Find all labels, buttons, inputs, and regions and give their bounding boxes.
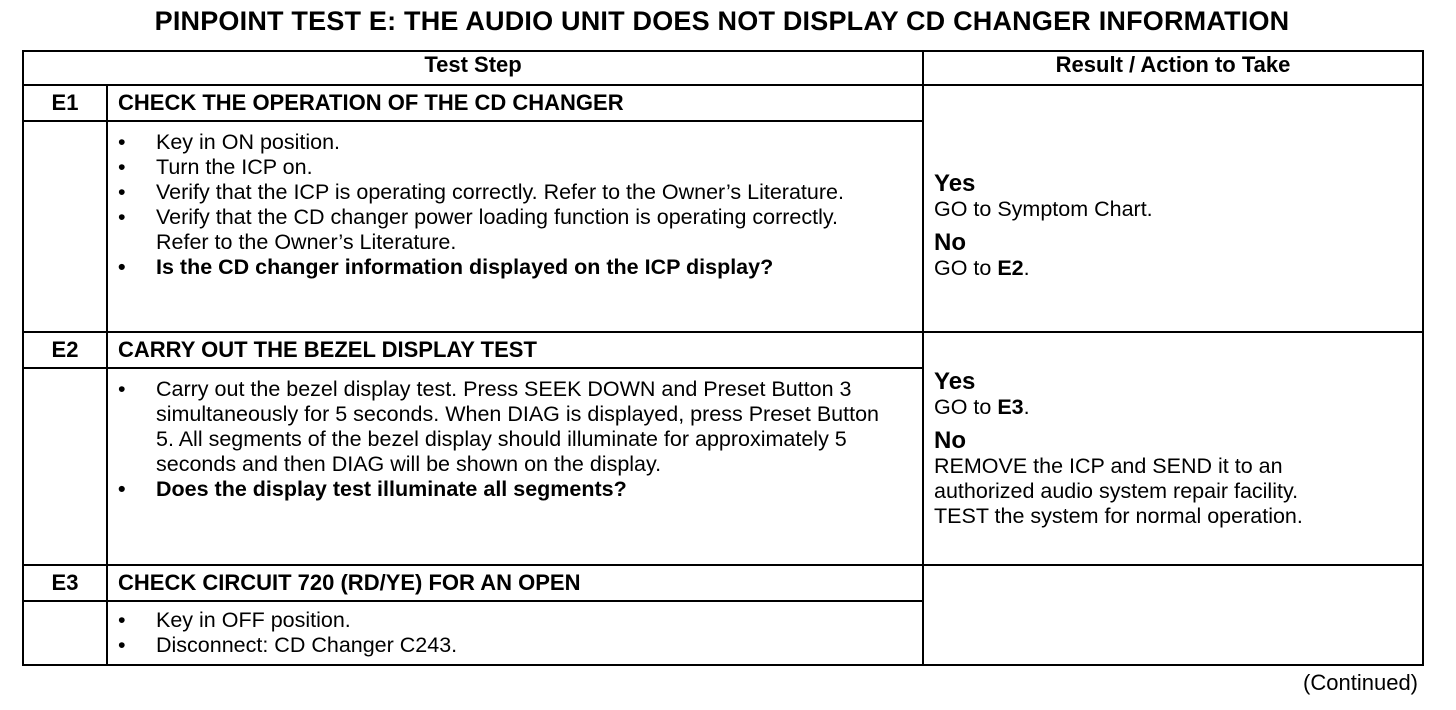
yes-action-e1: GO to Symptom Chart. [934,196,1153,221]
result-cell-e3 [923,565,1423,665]
step-body-e1 [107,121,923,332]
step-e3-heading-row [23,565,1423,601]
question-e2: • Does the display test illuminate all segments? [156,477,912,502]
continued-note: (Continued) [1303,670,1418,695]
pinpoint-test-table [22,50,1424,666]
header-test-step: Test Step [23,51,923,85]
bullet-item: • Verify that the CD changer power loading function is operating correctly. Refer to the Owner’s Literature. [156,205,871,255]
step-heading-e3: CHECK CIRCUIT 720 (RD/YE) FOR AN OPEN [107,565,923,601]
no-action-e2-line2: authorized audio system repair facility. [934,479,1299,503]
bullet-item: • Key in OFF position. [156,608,912,633]
bullet-item: • Verify that the ICP is operating correctly. Refer to the Owner’s Literature. [156,180,871,205]
step-id-e3: E3 [23,565,107,601]
header-result-action: Result / Action to Take [923,51,1423,85]
no-action-e2-line1: REMOVE the ICP and SEND it to an [934,454,1283,478]
page-title: PINPOINT TEST E: THE AUDIO UNIT DOES NOT DISPLAY CD CHANGER INFORMATION [154,6,1290,36]
step-body-e2 [107,368,923,565]
no-label-e2: No [934,427,967,454]
bullet-item: • Turn the ICP on. [156,155,912,180]
table-header-row [23,51,1423,85]
bullet-list-e1 [108,122,922,286]
step-body-e3 [107,601,923,665]
bullet-list-e3 [108,602,922,664]
bullet-item: • Key in ON position. [156,130,912,155]
no-action-e2-line3: TEST the system for normal operation. [934,504,1303,528]
question-e1: • Is the CD changer information displayed on the ICP display? [156,255,796,280]
yes-label-e2: Yes [934,368,976,395]
step-id-e2: E2 [23,332,107,368]
step-heading-e2: CARRY OUT THE BEZEL DISPLAY TEST [107,332,923,368]
step-e1-heading-row [23,85,1423,121]
yes-action-e2: GO to E3. [934,395,1030,419]
bullet-list-e2 [108,369,922,508]
no-label-e1: No [934,228,967,256]
step-id-e1: E1 [23,85,107,121]
step-heading-e1: CHECK THE OPERATION OF THE CD CHANGER [107,85,923,121]
step-e2-heading-row [23,332,1423,368]
result-cell-e2 [923,332,1423,565]
bullet-item: • Disconnect: CD Changer C243. [156,633,912,658]
yes-label-e1: Yes [934,169,976,197]
result-cell-e1 [923,85,1423,332]
no-action-e1: GO to E2. [934,255,1030,280]
bullet-item: • Carry out the bezel display test. Press SEEK DOWN and Preset Button 3 simultaneously for 5 seconds. When DIAG is displayed, press Preset Button 5. All segments of the bezel display should illuminate for approximately 5 seconds and then DIAG will be shown on the display. [156,377,896,477]
